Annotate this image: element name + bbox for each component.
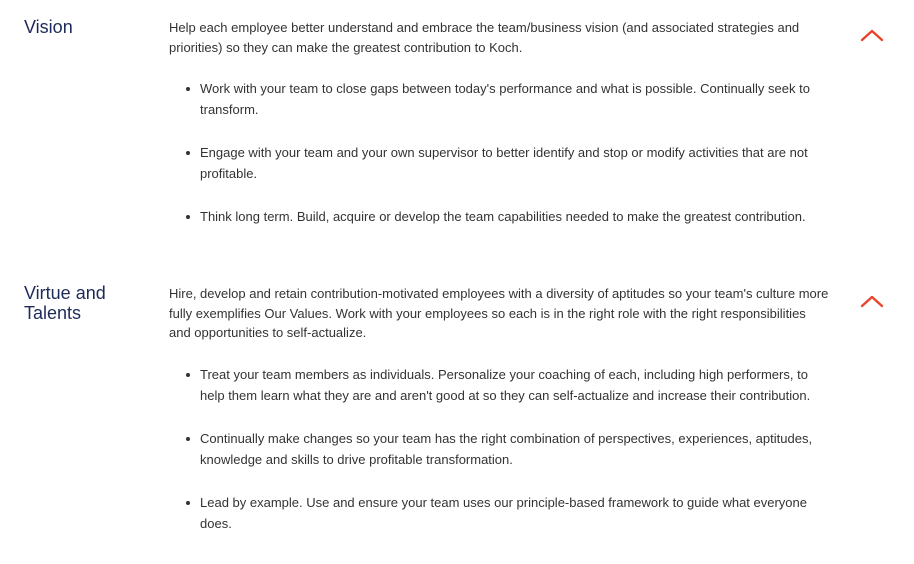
bullet-list: [169, 364, 829, 534]
chevron-up-icon: [860, 28, 884, 42]
bullet-icon: [186, 151, 190, 155]
chevron-up-icon: [860, 294, 884, 308]
section-title-line: Virtue and: [24, 283, 106, 303]
bullet-icon: [186, 215, 190, 219]
list-item-text: Think long term. Build, acquire or develop the team capabilities needed to make the greatest contribution.: [200, 209, 806, 224]
list-item-text: Continually make changes so your team has the right combination of perspectives, experiences, aptitudes, knowledge and skills to drive profitable transformation.: [200, 430, 813, 467]
section-body: [169, 18, 829, 227]
bullet-list: [169, 78, 829, 227]
list-item: [169, 78, 829, 120]
list-item: [169, 492, 829, 534]
list-item-text: Lead by example. Use and ensure your team uses our principle-based framework to guide what everyone does.: [200, 494, 808, 531]
list-item-text: Engage with your team and your own supervisor to better identify and stop or modify activities that are not profitable.: [200, 145, 808, 181]
section-title: [24, 283, 144, 323]
bullet-icon: [186, 373, 190, 377]
collapse-vision-button[interactable]: [860, 28, 884, 42]
list-item-text: Work with your team to close gaps between today's performance and what is possible. Continually seek to transform.: [200, 81, 810, 117]
section-title-line: Talents: [24, 303, 82, 323]
bullet-icon: [186, 437, 190, 441]
section-intro: Help each employee better understand and embrace the team/business vision (and associated strategies and priorities) so they can make the greatest contribution to Koch.: [169, 20, 800, 55]
bullet-icon: [186, 501, 190, 505]
list-item: [169, 142, 829, 184]
list-item: [169, 206, 829, 227]
section-title-line: Vision: [24, 17, 73, 37]
section-body: [169, 284, 829, 534]
list-item-text: Treat your team members as individuals. Personalize your coaching of each, including high performers, to help them learn what they are and aren't good at so they can self-actualize and increase their contribution.: [200, 366, 811, 403]
bullet-icon: [186, 87, 190, 91]
section-intro: Hire, develop and retain contribution-motivated employees with a diversity of aptitudes so your team's culture more fully exemplifies Our Values. Work with your employees so each is in the right role with the right responsibilities and opportunities to self-actualize.: [169, 286, 829, 340]
section-title: [24, 17, 144, 37]
collapse-virtue-and-talents-button[interactable]: [860, 294, 884, 308]
list-item: [169, 364, 829, 406]
list-item: [169, 428, 829, 470]
